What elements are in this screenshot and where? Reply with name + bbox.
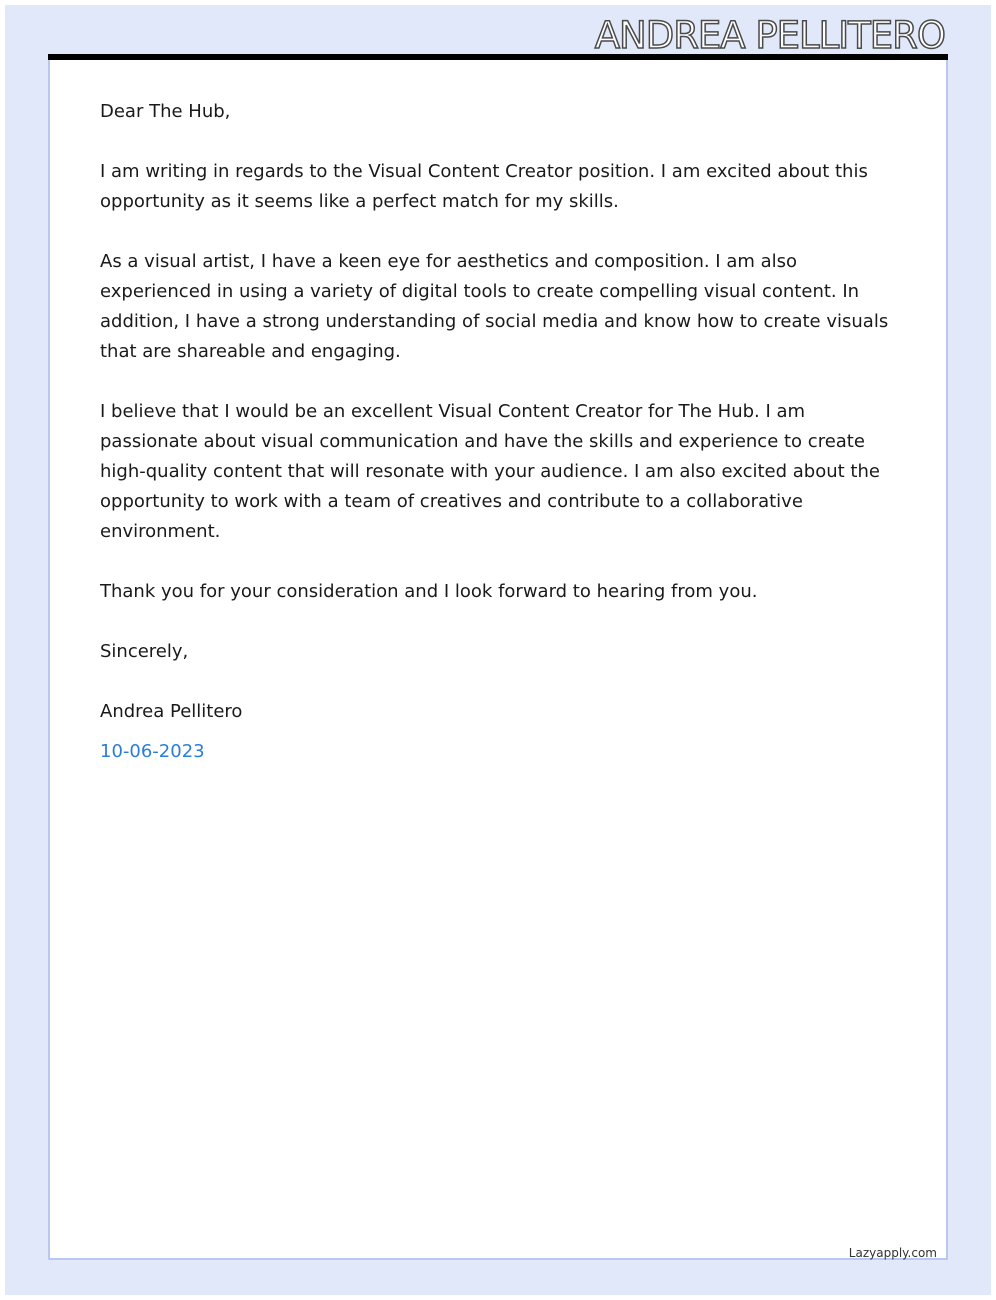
salutation: Dear The Hub, [100, 101, 231, 122]
closing: Sincerely, [100, 641, 189, 662]
footer-watermark: Lazyapply.com [848, 1246, 937, 1260]
applicant-name-heading: ANDREA PELLITERO [594, 14, 945, 57]
signer-name: Andrea Pellitero [100, 701, 243, 722]
paragraph-intro: I am writing in regards to the Visual Content Creator position. I am excited about this opportunity as it seems like a perfect match for my skills. [100, 161, 868, 212]
paragraph-thanks: Thank you for your consideration and I look forward to hearing from you. [100, 581, 758, 602]
paragraph-skills: As a visual artist, I have a keen eye for aesthetics and composition. I am also experienced in using a variety of digital tools to create compelling visual content. In addition, I have a strong understanding of social media and know how to create visuals that are shareable and engaging. [100, 251, 889, 362]
letter-date: 10-06-2023 [100, 741, 205, 762]
paragraph-fit: I believe that I would be an excellent Visual Content Creator for The Hub. I am passionate about visual communication and have the skills and experience to create high-quality content that will resonate with your audience. I am also excited about the opportunity to work with a team of creatives and contribute to a collaborative environment. [100, 401, 880, 542]
letter-body [100, 97, 900, 767]
